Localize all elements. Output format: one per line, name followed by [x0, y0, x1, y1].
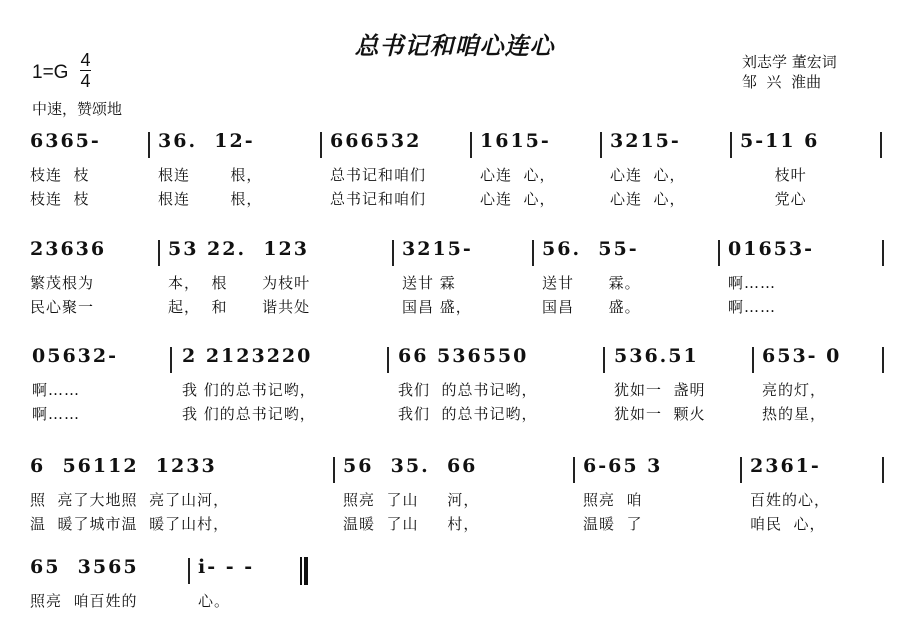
lyrics-verse-2: 国昌 盛。	[542, 298, 641, 316]
measure-notes: 6-65 3	[583, 455, 663, 477]
lyrics-verse-1: 啊……	[32, 381, 81, 399]
final-barline	[300, 557, 309, 585]
lyrics-verse-2: 温暖 了	[583, 515, 643, 533]
measure-notes: 56 35. 66	[343, 455, 478, 477]
measure-notes: 2361-	[750, 455, 821, 477]
lyrics-verse-2: 根连 根，	[158, 190, 263, 208]
song-title: 总书记和咱心连心	[354, 32, 555, 60]
barline	[740, 457, 742, 483]
barline	[148, 132, 150, 158]
lyricists: 刘志学 董宏词	[742, 53, 837, 71]
lyrics-verse-1: 照亮 咱	[583, 491, 643, 509]
lyrics-verse-2: 起， 和 谐共处	[168, 298, 311, 316]
measure-notes: 05632-	[32, 345, 118, 367]
measure-notes: 5-11 6	[740, 130, 820, 152]
measure-notes: 65 3565	[30, 556, 139, 578]
barline	[188, 558, 190, 584]
time-signature	[80, 50, 91, 91]
lyrics-verse-1: 照亮 了山 河，	[343, 491, 480, 509]
lyrics-verse-1: 心连 心，	[480, 166, 556, 184]
lyrics-verse-1: 啊……	[728, 274, 777, 292]
barline	[882, 240, 884, 266]
lyrics-verse-2: 热的星，	[762, 405, 827, 423]
barline	[752, 347, 754, 373]
lyrics-verse-2: 我 们的总书记哟，	[182, 405, 316, 423]
measure-notes: 666532	[330, 130, 422, 152]
measure-notes: 2 2123220	[182, 345, 313, 367]
lyrics-verse-2: 啊……	[728, 298, 777, 316]
measure-notes: 66 536550	[398, 345, 529, 367]
measure-notes: 23636	[30, 238, 107, 260]
barline	[392, 240, 394, 266]
lyrics-verse-2: 心连 心，	[480, 190, 556, 208]
measure-notes: 536.51	[614, 345, 699, 367]
measure-notes: 653- 0	[762, 345, 842, 367]
lyrics-verse-1: 繁茂根为	[30, 274, 95, 292]
measure-notes: 56. 55-	[542, 238, 639, 260]
barline	[730, 132, 732, 158]
barline	[320, 132, 322, 158]
barline	[573, 457, 575, 483]
measure-notes: 6365-	[30, 130, 101, 152]
lyrics-verse-1: 我们 的总书记哟，	[398, 381, 538, 399]
barline	[718, 240, 720, 266]
barline	[387, 347, 389, 373]
barline	[532, 240, 534, 266]
lyrics-verse-1: 亮的灯，	[762, 381, 827, 399]
lyrics-verse-1: 犹如一 盏明	[614, 381, 706, 399]
lyrics-verse-1: 本， 根 为枝叶	[168, 274, 311, 292]
barline	[882, 457, 884, 483]
barline	[170, 347, 172, 373]
lyrics-verse-1: 心连 心，	[610, 166, 686, 184]
credits	[742, 52, 837, 92]
measure-notes: 53 22. 123	[168, 238, 310, 260]
lyrics-verse-2: 啊……	[32, 405, 81, 423]
barline	[600, 132, 602, 158]
lyrics-verse-1: 心。	[198, 592, 231, 610]
lyrics-verse-2: 民心聚一	[30, 298, 95, 316]
lyrics-verse-1: 总书记和咱们	[330, 166, 427, 184]
lyrics-verse-2: 温暖 了山 村，	[343, 515, 480, 533]
barline	[882, 347, 884, 373]
lyrics-verse-1: 照亮 咱百姓的	[30, 592, 138, 610]
measure-notes: 3215-	[610, 130, 681, 152]
tempo-marking: 中速，赞颂地	[32, 100, 123, 118]
lyrics-verse-1: 枝叶	[740, 166, 807, 184]
lyrics-verse-2: 温 暖了城市温 暖了山村，	[30, 515, 230, 533]
barline	[158, 240, 160, 266]
key-signature: 1=G	[32, 62, 69, 83]
lyrics-verse-2: 犹如一 颗火	[614, 405, 706, 423]
lyrics-verse-1: 百姓的心，	[750, 491, 831, 509]
time-top: 4	[80, 50, 91, 70]
measure-notes: 36. 12-	[158, 130, 255, 152]
measure-notes: 6 56112 1233	[30, 455, 217, 477]
time-bottom: 4	[80, 71, 91, 91]
lyrics-verse-1: 送甘 霖。	[542, 274, 641, 292]
lyrics-verse-1: 照 亮了大地照 亮了山河，	[30, 491, 230, 509]
barline	[603, 347, 605, 373]
lyrics-verse-2: 总书记和咱们	[330, 190, 427, 208]
lyrics-verse-2: 心连 心，	[610, 190, 686, 208]
measure-notes: 1615-	[480, 130, 551, 152]
measure-notes: 3215-	[402, 238, 473, 260]
barline	[333, 457, 335, 483]
measure-notes: i- - -	[198, 556, 255, 578]
lyrics-verse-1: 根连 根，	[158, 166, 263, 184]
lyrics-verse-2: 我们 的总书记哟，	[398, 405, 538, 423]
lyrics-verse-1: 送甘 霖	[402, 274, 456, 292]
lyrics-verse-2: 咱民 心，	[750, 515, 826, 533]
lyrics-verse-2: 枝连 枝	[30, 190, 90, 208]
lyrics-verse-2: 国昌 盛，	[402, 298, 472, 316]
lyrics-verse-1: 枝连 枝	[30, 166, 90, 184]
barline	[470, 132, 472, 158]
barline	[880, 132, 882, 158]
lyrics-verse-2: 党心	[740, 190, 807, 208]
lyrics-verse-1: 我 们的总书记哟，	[182, 381, 316, 399]
measure-notes: 01653-	[728, 238, 814, 260]
composer: 邹 兴 淮曲	[742, 73, 822, 91]
